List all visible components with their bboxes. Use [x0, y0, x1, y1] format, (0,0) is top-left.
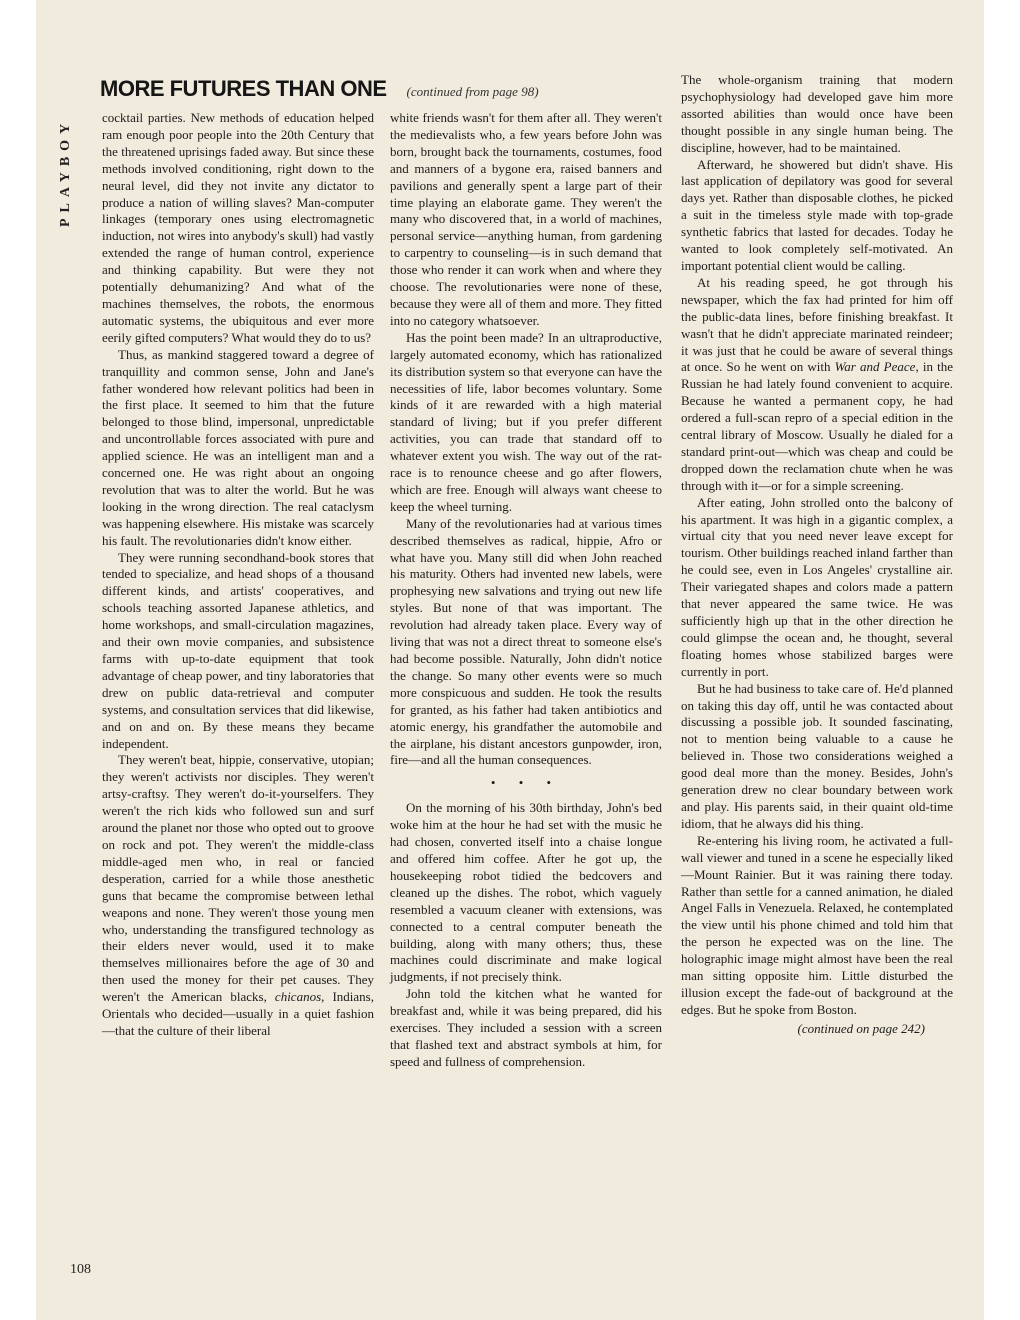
paragraph: Afterward, he showered but didn't shave. His last application of depilatory was good for several days yet. Rather than disposable clothes, he picked a suit in the timeless style made with top-grade synthetic fabrics that lasted for decades. Today he wanted to look completely self-motivated. An important potential client would be calling. [681, 156, 953, 273]
paragraph: The whole-organism training that modern psychophysiology had developed gave him more assorted abilities than would once have been thought possible in any single human being. The discipline, however, had to be maintained. [681, 72, 953, 155]
paragraph: They weren't beat, hippie, conservative, utopian; they weren't activists nor disciples. They weren't artsy-craftsy. They weren't do-it-yourselfers. They weren't the rich kids who followed sun and surf around the planet nor those who opted out to groove on rock and pot. They weren't the middle-class middle-aged men who, in real or fancied desperation, carried for a while those anesthetic guns that became the compromise between lethal weapons and none. They weren't those young men who, understanding the transfigured technology as their elders never would, used it to make themselves millionaires before the age of 30 and then used the money for their pet causes. They weren't the American blacks, chicanos, Indians, Orientals who decided—usually in a quiet fashion—that the culture of their liberal [102, 752, 374, 1038]
continued-on-note: (continued on page 242) [797, 1020, 925, 1036]
paragraph: But he had business to take care of. He'd planned on taking this day off, until he was contacted about discussing a possible job. It sounded fascinating, not to mention being valuable to a cause he believed in. Those two considerations weighed a good deal more than the money. Besides, John's generation drew no clear boundary between work and play. His parents said, in their quaint old-time idiom, that he always did his thing. [681, 680, 953, 831]
text-column-2 [390, 110, 662, 1290]
paragraph: After eating, John strolled onto the balcony of his apartment. It was high in a gigantic complex, a virtual city that you need never leave except for tourism. Other buildings reached inland farther than he could see, even in Los Angeles' crystalline air. Their variegated shapes and colors made a pattern that never appeared the same twice. He was sufficiently high up that in the other direction he could glimpse the ocean and, he thought, several floating homes whose stabilized barges were currently in port. [681, 494, 953, 679]
article-title: MORE FUTURES THAN ONE [100, 76, 387, 101]
paragraph: cocktail parties. New methods of education helped ram enough poor people into the 20th Century that the threatened uprisings faded away. But since these methods involved conditioning, right down to the neural level, did they not invite any dictator to produce a nation of willing slaves? Man-computer linkages (temporary ones using electromagnetic induction, not wires into anybody's skull) had vastly extended the range of human control, experience and thinking capability. But were they not potentially dehumanizing? And what of the machines themselves, the robots, the enormous automatic systems, the ubiquitous and ever more eerily gifted computers? What would they do to us? [102, 110, 374, 345]
paragraph: At his reading speed, he got through his newspaper, which the fax had printed for him off the public-data lines, before finishing breakfast. It wasn't that he didn't appreciate marinated reindeer; it was just that he could be aware of several things at once. So he went on with War and Peace, in the Russian he had lately found convenient to acquire. Because he wanted a permanent copy, he had ordered a full-scan repro of a special edition in the central library of Moscow. Usually he dialed for a standard print-out—which was cheap and could be dropped down the reclamation chute when he was through with it—or for a simple screening. [681, 274, 953, 493]
continued-from-note: (continued from page 98) [406, 84, 539, 99]
paragraph: Re-entering his living room, he activated a full-wall viewer and tuned in a scene he especially liked—Mount Rainier. But it was raining there today. Rather than settle for a canned animation, he dialed Angel Falls in Venezuela. Relaxed, he contemplated the view until his phone chimed and told him that the person he expected was on the line. The holographic image might almost have been the real man sitting opposite him. Little disturbed the illusion except the fade-out of background at the edges. But he spoke from Boston. [681, 832, 953, 1017]
paragraph: Thus, as mankind staggered toward a degree of tranquillity and common sense, John and Jane's father wondered how relevant politics had been in the first place. It seemed to him that the future belonged to those blind, impersonal, unpredictable and uncontrollable forces associated with pure and applied science. He was an intelligent man and a concerned one. He was right about an ongoing revolution that was to alter the world. But he was looking in the wrong direction. The real cataclysm was happening elsewhere. His mistake was scarcely his fault. The revolutionaries didn't know either. [102, 346, 374, 548]
paragraph: John told the kitchen what he wanted for breakfast and, while it was being prepared, did his exercises. They included a session with a screen that flashed text and abstract symbols at him, for speed and fullness of comprehension. [390, 986, 662, 1069]
magazine-name: PLAYBOY [58, 117, 73, 227]
paragraph: On the morning of his 30th birthday, John's bed woke him at the hour he had set with the music he had chosen, converted itself into a chaise longue and offered him coffee. After he got up, the housekeeping robot tidied the bedcovers and cleaned up the dishes. The robot, which vaguely resembled a vacuum cleaner with extensions, was connected to a central computer beneath the building, along with many others; thus, these machines could discriminate and make logical judgments, if not precisely think. [390, 800, 662, 985]
article-headline [100, 76, 670, 106]
text-column-3 [681, 72, 953, 1292]
paragraph: Has the point been made? In an ultraproductive, largely automated economy, which has rationalized its distribution system so that everyone can have the necessities of life, labor becomes voluntary. Some kinds of it are rewarded with a high material standard of living; but if you prefer different activities, you can trade that standard off to whatever extent you wish. The way out of the rat-race is to renounce cheese and go after flowers, which are free. Enough will always want cheese to keep the wheel turning. [390, 329, 662, 514]
paragraph: They were running secondhand-book stores that tended to specialize, and head shops of a thousand different kinds, and artists' cooperatives, and schools teaching assorted Japanese athletics, and home workshops, and small-circulation magazines, and their own movie companies, and subsistence farms with up-to-date equipment that took advantage of cheap power, and tiny laboratories that drew on public data-retrieval and computer systems, and consultation services that did likewise, and on and on. By these means they became independent. [102, 549, 374, 751]
text-column-1 [102, 110, 374, 1290]
paragraph: white friends wasn't for them after all. They weren't the medievalists who, a few years before John was born, brought back the tournaments, costumes, food and manners of a bygone era, raised banners and pavilions and generally spent a large part of their time playing an elaborate game. They weren't the many who discovered that, in a world of machines, personal service—anything human, from gardening to carpentry to counseling—is in such demand that those who render it can work when and where they choose. The revolutionaries were none of these, because they were all of them and more. They fitted into no category whatsoever. [390, 110, 662, 328]
section-break: • • • [490, 775, 562, 791]
page-number: 108 [70, 1262, 91, 1277]
paragraph: Many of the revolutionaries had at various times described themselves as radical, hippie, Afro or what have you. Many still did when John reached his maturity. Others had invented new labels, were prophesying new salvations and trying out new life styles. But none of that was important. The revolution had already taken place. Every way of living that was not a direct threat to someone else's had become possible. Naturally, John didn't notice the change. So many other events were so much more conspicuous and sudden. He took the results for granted, as his father had taken antibiotics and atomic energy, his grandfather the automobile and the airplane, his distant ancestors gunpowder, iron, fire—and all the human consequences. [390, 515, 662, 768]
